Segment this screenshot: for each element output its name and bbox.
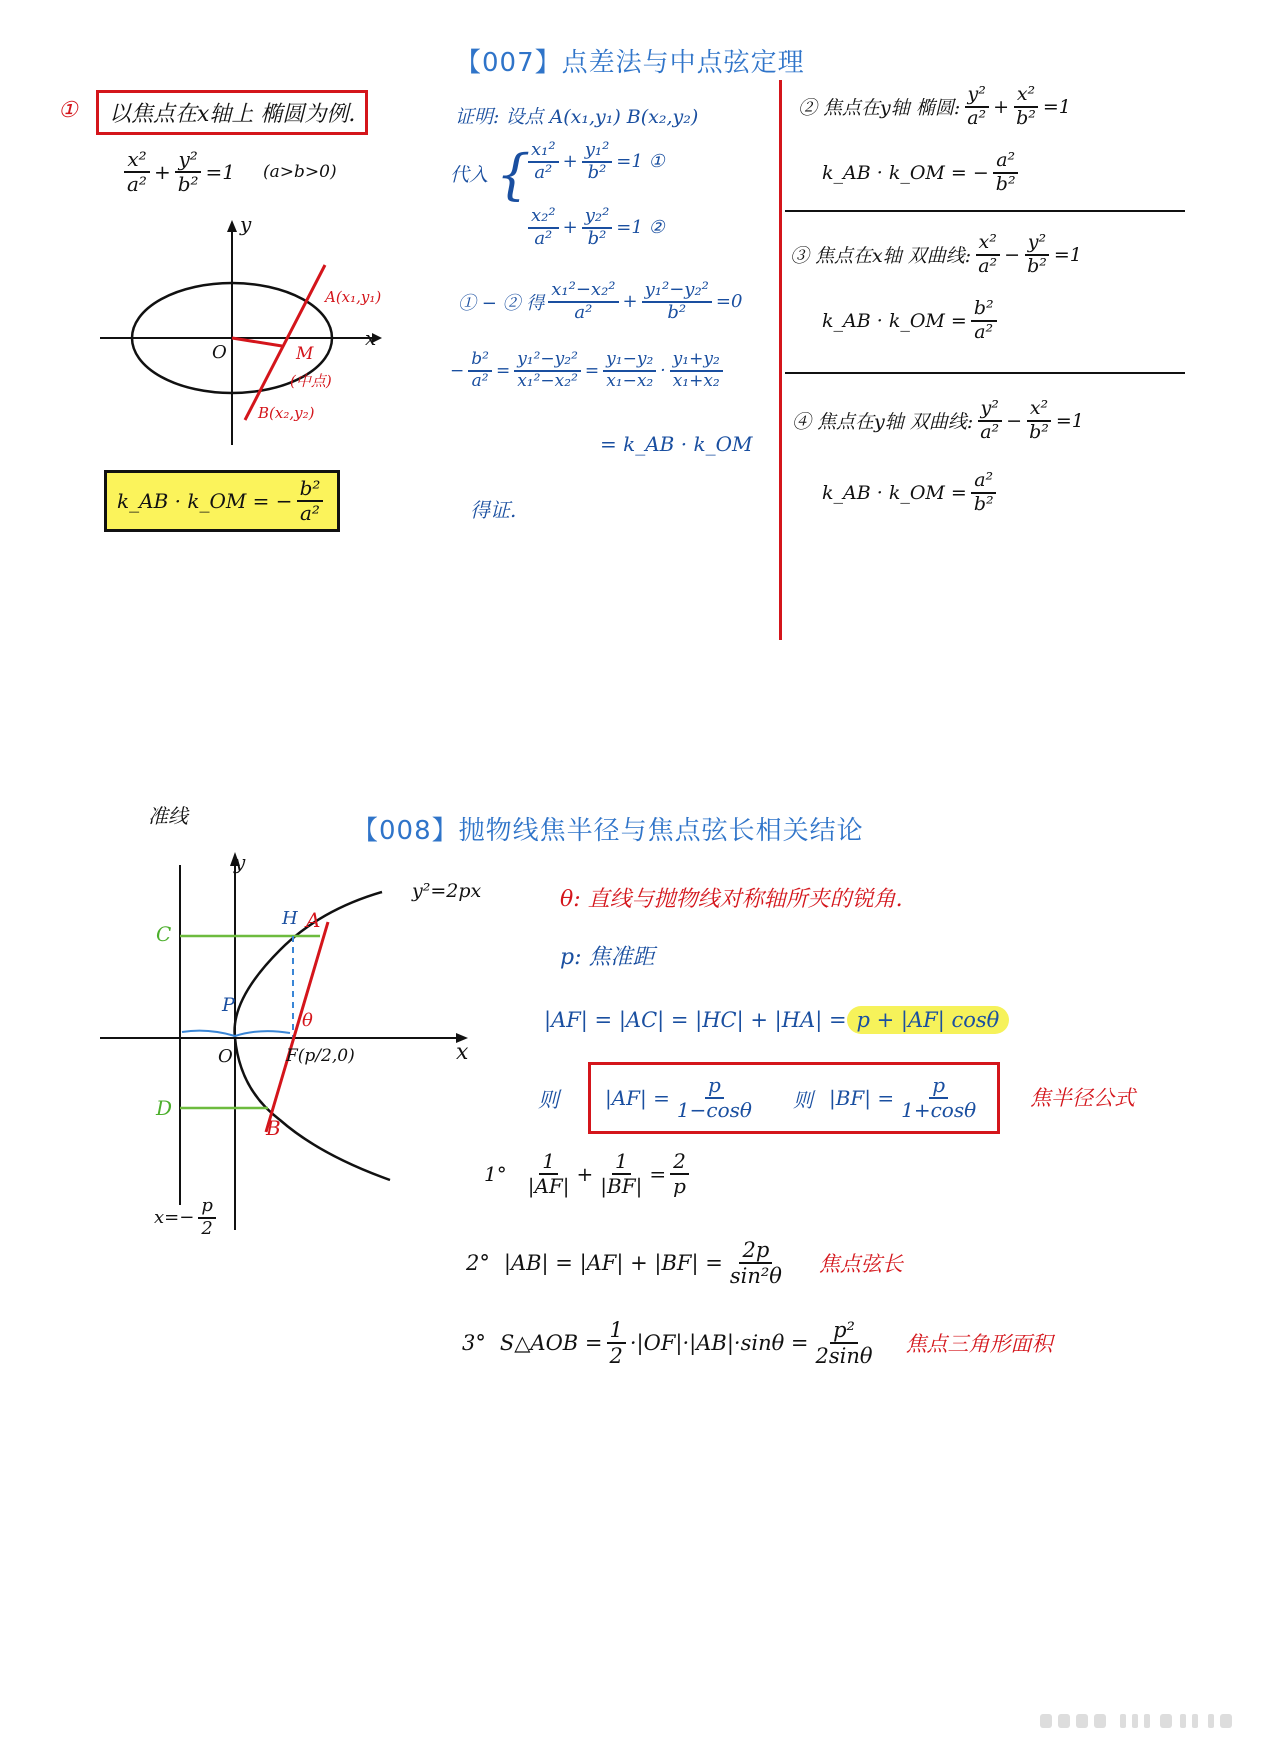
focal-radius-box: |AF| = $\frac{p}{1-\cos\theta}$ 则 |BF| = $\frac{p}{1+\cos\theta}$ [588, 1062, 1000, 1134]
directrix-equation: x=− $\frac{p}{2}$ [154, 1196, 220, 1239]
focal-radius-tag: 焦半径公式 [1030, 1086, 1135, 1110]
case1-result: k_AB · k_OM = − $\frac{\text{b²}}{\text{a²}}$ [104, 470, 340, 532]
section2-title: 【008】抛物线焦半径与焦点弦长相关结论 [352, 816, 864, 846]
proof-ratio: − $\frac{\text{b²}}{\text{a²}}$ = $\frac{\text{y₁²−y₂²}}{\text{x₁²−x₂²}}$ = $\frac{\text{y₁−y₂}}{\text{x₁−x₂}}$ · $\frac{\text{y₁+y₂}}{\text{x₁+x₂}}$ [450, 350, 727, 391]
ellipse-equation: $\frac{\text{x²}}{\text{a²}}$ + $\frac{\text{y²}}{\text{b²}}$ =1 (a>b>0) [120, 148, 337, 196]
section1-title: 【007】点差法与中点弦定理 [455, 48, 805, 78]
point-a-label: A [306, 908, 321, 932]
case-divider-1 [785, 210, 1185, 212]
eq-af-highlight: p + |AF| cosθ [847, 1006, 1010, 1034]
p-label: P [222, 994, 235, 1016]
ellipse-midpoint-note: (中点) [290, 372, 332, 390]
proof-brace: { [496, 143, 531, 206]
parabola-y-label: y [234, 850, 246, 874]
directrix-label: 准线 [148, 804, 188, 828]
point-h-label: H [282, 908, 298, 929]
then-label-1: 则 [538, 1088, 559, 1112]
case2-equation: ② 焦点在y轴 椭圆: $\frac{\text{y²}}{\text{a²}}$ + $\frac{\text{x²}}{\text{b²}}$ =1 [798, 83, 1071, 129]
point-c-label: C [156, 922, 172, 946]
theta-label: θ [302, 1010, 313, 1031]
point-b-label: B [266, 1116, 281, 1140]
proof-sub-label: 代入 [450, 164, 489, 186]
focal-triangle-tag: 焦点三角形面积 [905, 1332, 1053, 1357]
case4-result: k_AB · k_OM = $\frac{\text{a²}}{\text{b²}}$ [822, 470, 1001, 516]
note-theta: θ: 直线与抛物线对称轴所夹的锐角. [560, 887, 903, 912]
case2-result: k_AB · k_OM = − $\frac{\text{a²}}{\text{b²}}$ [822, 150, 1023, 196]
conclusion-2: 2° |AB| = |AF| + |BF| = $\frac{2p}{\text{sin²θ}}$ 焦点弦长 [466, 1238, 903, 1289]
case-divider-2 [785, 372, 1185, 374]
eq-af-derivation: |AF| = |AC| = |HC| + |HA| = p + |AF| cosθ [544, 1006, 1009, 1034]
proof-eq2: $\frac{\text{x₂²}}{\text{a²}}$ + $\frac{\text{y₂²}}{\text{b²}}$ =1 ② [524, 206, 665, 249]
ellipse-y-label: y [240, 212, 252, 236]
conclusion-3: 3° S△AOB = $\frac{1}{2}$ ·|OF|·|AB|·sinθ = $\frac{\text{p²}}{2\sin\theta}$ 焦点三角形面积 [462, 1318, 1053, 1369]
origin-label: O [218, 1046, 233, 1067]
focus-label: F(p/2,0) [286, 1046, 355, 1066]
proof-line1: 证明: 设点 A(x₁,y₁) B(x₂,y₂) [455, 106, 699, 128]
proof-final: = k_AB · k_OM [600, 432, 753, 456]
note-p: p: 焦准距 [560, 945, 655, 970]
parabola-equation: y²=2px [412, 880, 482, 902]
ellipse-figure [100, 220, 400, 450]
y-axis-arrow [227, 220, 237, 232]
parabola-figure [90, 850, 510, 1240]
case3-result: k_AB · k_OM = $\frac{\text{b²}}{\text{a²}}$ [822, 298, 1001, 344]
case4-equation: ④ 焦点在y轴 双曲线: $\frac{\text{y²}}{\text{a²}}$ − $\frac{\text{x²}}{\text{b²}}$ =1 [792, 397, 1084, 443]
proof-done: 得证. [470, 498, 517, 522]
ellipse-x-label: x [365, 326, 377, 350]
conclusion-1: 1° $\frac{1}{|AF|}$ + $\frac{1}{|BF|}$ = $\frac{2}{p}$ [484, 1150, 693, 1198]
proof-eq1: $\frac{\text{x₁²}}{\text{a²}}$ + $\frac{\text{y₁²}}{\text{b²}}$ =1 ① [524, 140, 665, 183]
proof-diff: ① − ② 得 $\frac{\text{x₁²−x₂²}}{\text{a²}}$ + $\frac{\text{y₁²−y₂²}}{\text{b²}}$ =0 [458, 279, 743, 323]
case3-equation: ③ 焦点在x轴 双曲线: $\frac{\text{x²}}{\text{a²}}$ − $\frac{\text{y²}}{\text{b²}}$ =1 [790, 231, 1082, 277]
ellipse-point-b: B(x₂,y₂) [258, 404, 315, 422]
section1-divider [779, 80, 782, 640]
watermark-mark [1040, 1712, 1250, 1732]
case1-marker: ① [58, 98, 78, 123]
segment-om [232, 338, 282, 346]
parabola-x-label: x [456, 1040, 469, 1065]
case1-heading: 以焦点在x轴上 椭圆为例. [96, 90, 368, 135]
point-d-label: D [156, 1096, 173, 1120]
ellipse-point-m: M [296, 344, 314, 364]
ellipse-point-a: A(x₁,y₁) [325, 288, 382, 306]
focal-chord-tag: 焦点弦长 [818, 1252, 903, 1277]
ellipse-origin-label: O [212, 342, 227, 363]
